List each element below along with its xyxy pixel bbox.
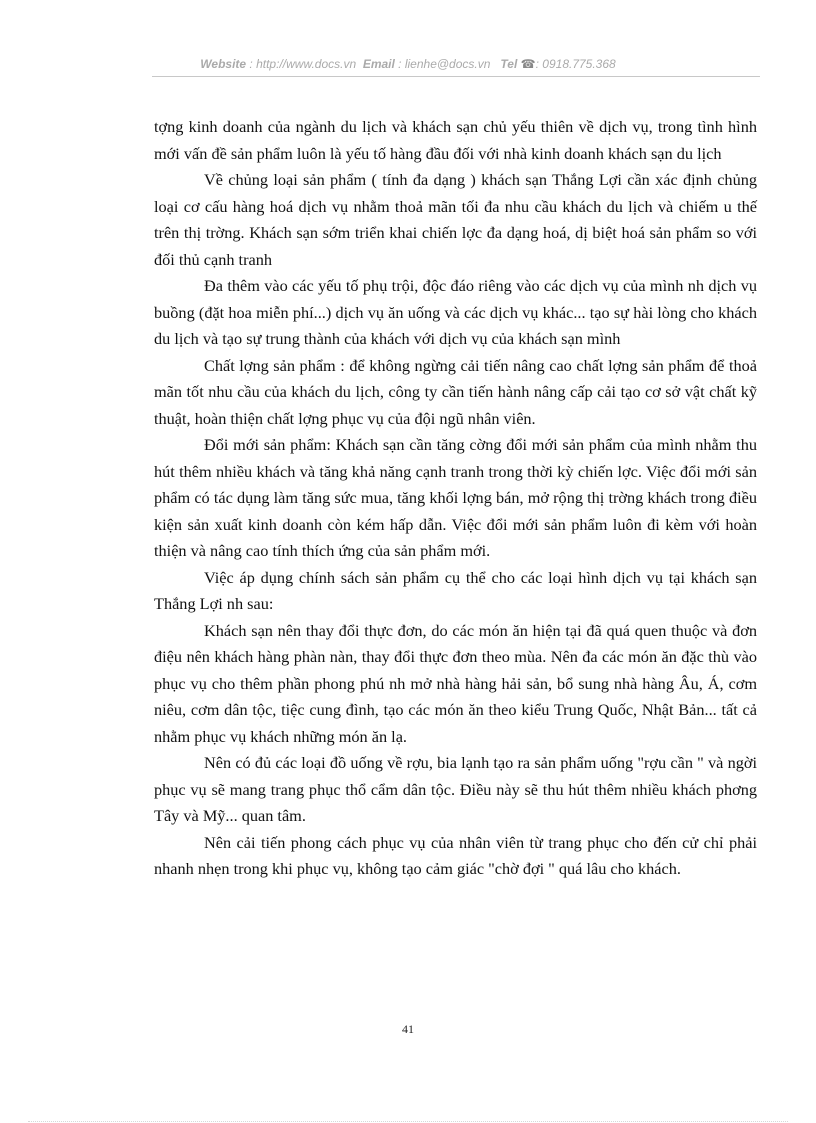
- footer-divider: [28, 1121, 788, 1122]
- header-divider: [152, 76, 760, 77]
- page-header: [0, 57, 816, 71]
- tel-value: : 0918.775.368: [535, 57, 616, 71]
- paragraph: Nên cải tiến phong cách phục vụ của nhân viên từ trang phục cho đến cử chỉ phải nhanh nhẹn trong khi phục vụ, không tạo cảm giác "chờ đợi " quá lâu cho khách.: [154, 832, 757, 878]
- website-label: Website: [200, 57, 247, 71]
- paragraph: Nên có đủ các loại đồ uống về rợu, bia lạnh tạo ra sản phẩm uống "rợu cần " và ngời phục vụ sẽ mang trang phục thổ cẩm dân tộc. Điều này sẽ thu hút thêm nhiều khách phơng Tây và Mỹ... quan tâm.: [154, 753, 757, 825]
- email-value: : lienhe@docs.vn: [398, 57, 491, 71]
- paragraph: Đa thêm vào các yếu tố phụ trội, độc đáo riêng vào các dịch vụ của mình nh dịch vụ buồng (đặt hoa miễn phí...) dịch vụ ăn uống và các dịch vụ khác... tạo sự hài lòng cho khách du lịch và tạo sự trung thành của khách với dịch vụ của khách sạn mình: [154, 276, 757, 348]
- page-number: 41: [402, 1022, 414, 1036]
- body-text: [154, 114, 757, 883]
- paragraph: Việc áp dụng chính sách sản phẩm cụ thể cho các loại hình dịch vụ tại khách sạn Thắng Lợi nh sau:: [154, 567, 757, 613]
- website-value: : http://www.docs.vn: [249, 57, 357, 71]
- phone-icon: ☎: [520, 57, 536, 71]
- paragraph: Chất lợng sản phẩm : để không ngừng cải tiến nâng cao chất lợng sản phẩm để thoả mãn tốt nhu cầu của khách du lịch, công ty cần tiến hành nâng cấp cải tạo cơ sở vật chất kỹ thuật, hoàn thiện chất lợng phục vụ của đội ngũ nhân viên.: [154, 355, 757, 428]
- email-label: Email: [362, 57, 395, 71]
- tel-label: Tel: [500, 57, 518, 71]
- paragraph: Khách sạn nên thay đổi thực đơn, do các món ăn hiện tại đã quá quen thuộc và đơn điệu nên khách hàng phàn nàn, thay đổi thực đơn theo mùa. Nên đa các món ăn đặc thù vào phục vụ cho thêm phần phong phú nh mở nhà hàng hải sản, bổ sung nhà hàng Âu, Á, cơm niêu, cơm dân tộc, tiệc cung đình, tạo các món ăn theo kiểu Trung Quốc, Nhật Bản... tất cả nhằm phục vụ khách những món ăn lạ.: [154, 620, 757, 746]
- paragraph: Về chủng loại sản phẩm ( tính đa dạng ) khách sạn Thắng Lợi cần xác định chủng loại cơ cấu hàng hoá dịch vụ nhằm thoả mãn tối đa nhu cầu khách du lịch và chiếm u thế trên thị trờng. Khách sạn sớm triển khai chiến lợc đa dạng hoá, dị biệt hoá sản phẩm so với đối thủ cạnh tranh: [154, 170, 757, 269]
- paragraph: Đổi mới sản phẩm: Khách sạn cần tăng cờng đổi mới sản phẩm của mình nhằm thu hút thêm nhiều khách và tăng khả năng cạnh tranh trong thời kỳ chiến lợc. Việc đổi mới sản phẩm có tác dụng làm tăng sức mua, tăng khối lợng bán, mở rộng thị trờng khách trong điều kiện sản xuất kinh doanh còn kém hấp dẫn. Việc đổi mới sản phẩm luôn đi kèm với hoàn thiện và nâng cao tính thích ứng của sản phẩm mới.: [154, 435, 757, 560]
- paragraph: tợng kinh doanh của ngành du lịch và khách sạn chủ yếu thiên về dịch vụ, trong tình hình mới vấn đề sản phẩm luôn là yếu tố hàng đầu đối với nhà kinh doanh khách sạn du lịch: [154, 117, 757, 163]
